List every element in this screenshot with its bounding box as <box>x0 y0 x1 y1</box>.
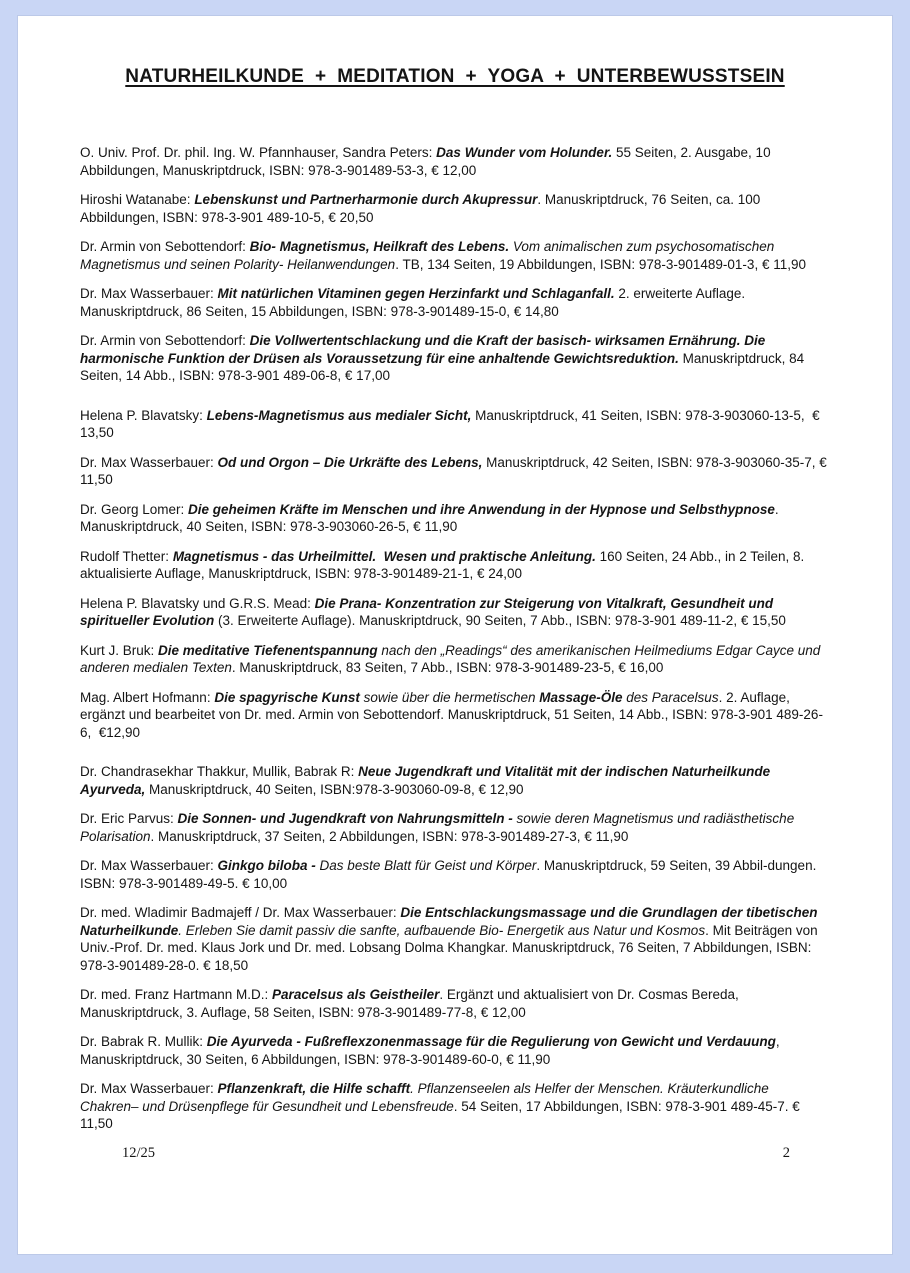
catalog-entry <box>80 144 830 179</box>
entry-segment: Hiroshi Watanabe: <box>80 192 195 207</box>
entry-segment: . Manuskriptdruck, 59 Seiten, 39 Abbil-dungen. ISBN: 978-3-901489-49-5. € 10,00 <box>80 858 821 891</box>
footer-page-number: 2 <box>782 1144 790 1161</box>
entry-segment: Dr. Babrak R. Mullik: <box>80 1034 207 1049</box>
catalog-entry <box>80 285 830 320</box>
entry-segment: Manuskriptdruck, 40 Seiten, ISBN:978-3-903060-09-8, € 12,90 <box>145 781 524 797</box>
entry-segment: Pflanzenkraft, die Hilfe schafft <box>217 1081 411 1096</box>
catalog-entry <box>80 1080 830 1133</box>
catalog-entry <box>80 238 830 273</box>
entry-segment: Die spagyrische Kunst <box>214 689 360 705</box>
catalog-entry <box>80 857 830 892</box>
catalog-entry <box>80 191 830 226</box>
entry-segment: sowie über die hermetischen <box>359 689 540 705</box>
entry-segment: Dr. Georg Lomer: <box>80 501 189 517</box>
entry-segment: Manuskriptdruck, 42 Seiten, ISBN: 978-3-903060-35-7, € 11,50 <box>80 454 831 487</box>
entry-segment: Mag. Albert Hofmann: <box>80 689 215 705</box>
catalog-entry <box>80 689 830 742</box>
entry-segment: Dr. med. Wladimir Badmajeff / Dr. Max Wasserbauer: <box>80 905 401 920</box>
entry-segment: Die Sonnen- und Jugendkraft von Nahrungsmitteln - <box>177 811 513 826</box>
entry-segment: Helena P. Blavatsky: <box>80 407 207 423</box>
entry-segment: . TB, 134 Seiten, 19 Abbildungen, ISBN: 978-3-901489-01-3, € 11,90 <box>395 256 806 272</box>
catalog-entry <box>80 810 830 845</box>
catalog-entry <box>80 454 830 489</box>
catalog-entry-list <box>80 144 830 1133</box>
catalog-entry <box>80 407 830 442</box>
entry-segment: . Manuskriptdruck, 40 Seiten, ISBN: 978-3-903060-26-5, € 11,90 <box>80 501 783 534</box>
entry-segment: (3. Erweiterte Auflage). Manuskriptdruck, 90 Seiten, 7 Abb., ISBN: 978-3-901 489-11-2, € 15,50 <box>214 613 786 628</box>
catalog-entry <box>80 642 830 677</box>
entry-segment: Magnetismus - das Urheilmittel. Wesen und praktische Anleitung. <box>172 548 596 564</box>
page-title: NATURHEILKUNDE + MEDITATION + YOGA + UNTERBEWUSSTSEIN <box>125 66 785 87</box>
entry-segment: Vom animalischen zum psychosomatischen Magnetismus und seinen Polarity- Heilanwendungen <box>80 239 779 272</box>
entry-segment: Die Prana- Konzentration zur Steigerung von Vitalkraft, Gesundheit und spiritueller Evolution <box>80 595 777 628</box>
entry-segment: . Manuskriptdruck, 83 Seiten, 7 Abb., ISBN: 978-3-901489-23-5, € 16,00 <box>231 660 664 675</box>
entry-segment: Dr. Max Wasserbauer: <box>80 286 218 301</box>
entry-segment: 55 Seiten, 2. Ausgabe, 10 Abbildungen, Manuskriptdruck, ISBN: 978-3-901489-53-3, € 12,00 <box>80 145 774 178</box>
entry-segment: . Mit Beiträgen von Univ.-Prof. Dr. med. Klaus Jork und Dr. med. Lobsang Dolma Khangkar. Manuskriptdruck, 76 Seiten, 7 Abbildungen, ISBN: 978-3-901489-28-0. € 18,50 <box>80 922 822 973</box>
entry-segment: . Ergänzt und aktualisiert von Dr. Cosmas Bereda, Manuskriptdruck, 3. Auflage, 58 Seiten, ISBN: 978-3-901489-77-8, € 12,00 <box>80 987 743 1020</box>
entry-segment: . Manuskriptdruck, 37 Seiten, 2 Abbildungen, ISBN: 978-3-901489-27-3, € 11,90 <box>150 828 629 844</box>
entry-segment: Das Wunder vom Holunder. <box>436 145 613 160</box>
entry-segment: Dr. Armin von Sebottendorf: <box>80 333 250 348</box>
entry-segment: . 54 Seiten, 17 Abbildungen, ISBN: 978-3-901 489-45-7. € 11,50 <box>80 1098 804 1131</box>
entry-segment: Die Ayurveda - Fußreflexzonenmassage für die Regulierung von Gewicht und Verdauung <box>206 1034 776 1049</box>
entry-segment: Dr. Max Wasserbauer: <box>80 858 218 873</box>
entry-segment: Dr. Max Wasserbauer: <box>80 1081 218 1096</box>
entry-segment: Lebenskunst und Partnerharmonie durch Akupressur <box>194 192 538 207</box>
entry-segment: Dr. Eric Parvus: <box>80 811 178 826</box>
entry-segment: nach den „Readings“ des amerikanischen Heilmediums Edgar Cayce und anderen medialen Texten <box>80 642 825 675</box>
entry-segment: Ginkgo biloba - <box>217 858 316 873</box>
catalog-entry <box>80 1033 830 1068</box>
entry-segment: Dr. med. Franz Hartmann M.D.: <box>80 987 273 1002</box>
entry-segment: Rudolf Thetter: <box>80 548 173 564</box>
entry-segment: sowie deren Magnetismus und radiästhetische Polarisation <box>80 811 798 844</box>
entry-segment: Die geheimen Kräfte im Menschen und ihre Anwendung in der Hypnose und Selbsthypnose <box>188 501 775 517</box>
entry-segment: Mit natürlichen Vitaminen gegen Herzinfarkt und Schlaganfall. <box>217 286 615 301</box>
entry-segment: Massage-Öle <box>539 689 623 705</box>
catalog-entry <box>80 986 830 1021</box>
entry-segment: , Manuskriptdruck, 30 Seiten, 6 Abbildungen, ISBN: 978-3-901489-60-0, € 11,90 <box>80 1034 784 1067</box>
entry-segment: . 2. Auflage, ergänzt und bearbeitet von Dr. med. Armin von Sebottendorf. Manuskriptdruck, 51 Seiten, 14 Abb., ISBN: 978-3-901 489-26-6, €12,90 <box>80 689 823 740</box>
entry-segment: . Manuskriptdruck, 76 Seiten, ca. 100 Abbildungen, ISBN: 978-3-901 489-10-5, € 20,50 <box>80 192 764 225</box>
entry-segment: Paracelsus als Geistheiler <box>272 987 440 1002</box>
entry-segment: Bio- Magnetismus, Heilkraft des Lebens. <box>249 239 513 254</box>
entry-segment: Od und Orgon – Die Urkräfte des Lebens, <box>217 454 483 470</box>
entry-segment: Die Vollwertentschlackung und die Kraft der basisch- wirksamen Ernährung. Die harmonische Funktion der Drüsen als Voraussetzung für eine anhaltende Gewichtsreduktion. <box>80 333 769 366</box>
footer-issue-number: 12/25 <box>122 1144 156 1161</box>
entry-segment: . Erleben Sie damit passiv die sanfte, aufbauende Bio- Energetik aus Natur und Kosmos <box>178 922 706 938</box>
entry-segment: des Paracelsus <box>622 689 719 705</box>
entry-segment: Neue Jugendkraft und Vitalität mit der indischen Naturheilkunde Ayurveda, <box>80 764 774 797</box>
entry-segment: 160 Seiten, 24 Abb., in 2 Teilen, 8. aktualisierte Auflage, Manuskriptdruck, ISBN: 978-3-901489-21-1, € 24,00 <box>80 548 809 581</box>
catalog-entry <box>80 332 830 385</box>
entry-segment: Das beste Blatt für Geist und Körper <box>315 858 537 873</box>
entry-segment: Helena P. Blavatsky und G.R.S. Mead: <box>80 595 315 611</box>
catalog-entry <box>80 501 830 536</box>
catalog-entry <box>80 904 830 974</box>
entry-segment: O. Univ. Prof. Dr. phil. Ing. W. Pfannhauser, Sandra Peters: <box>80 145 437 160</box>
catalog-entry <box>80 595 830 630</box>
entry-segment: Dr. Armin von Sebottendorf: <box>80 239 250 254</box>
entry-segment: . Pflanzenseelen als Helfer der Menschen. Kräuterkundliche Chakren– und Drüsenpflege für Gesundheit und Lebensfreude <box>80 1081 773 1114</box>
catalog-entry <box>80 548 830 583</box>
entry-segment: Die Entschlackungsmassage und die Grundlagen der tibetischen Naturheilkunde <box>80 905 822 938</box>
entry-segment: Die meditative Tiefenentspannung <box>158 642 378 658</box>
entry-segment: Dr. Max Wasserbauer: <box>80 454 218 470</box>
page-footer <box>80 1145 830 1162</box>
entry-segment: Kurt J. Bruk: <box>80 642 159 658</box>
entry-segment: Manuskriptdruck, 41 Seiten, ISBN: 978-3-903060-13-5, € 13,50 <box>80 407 824 440</box>
entry-segment: Dr. Chandrasekhar Thakkur, Mullik, Babrak R: <box>80 764 359 779</box>
entry-segment: Lebens-Magnetismus aus medialer Sicht, <box>206 407 472 423</box>
catalog-entry <box>80 763 830 798</box>
entry-segment: Manuskriptdruck, 84 Seiten, 14 Abb., ISBN: 978-3-901 489-06-8, € 17,00 <box>80 350 808 383</box>
entry-segment: 2. erweiterte Auflage. Manuskriptdruck, 86 Seiten, 15 Abbildungen, ISBN: 978-3-901489-15-0, € 14,80 <box>80 286 749 319</box>
document-page <box>17 15 893 1255</box>
